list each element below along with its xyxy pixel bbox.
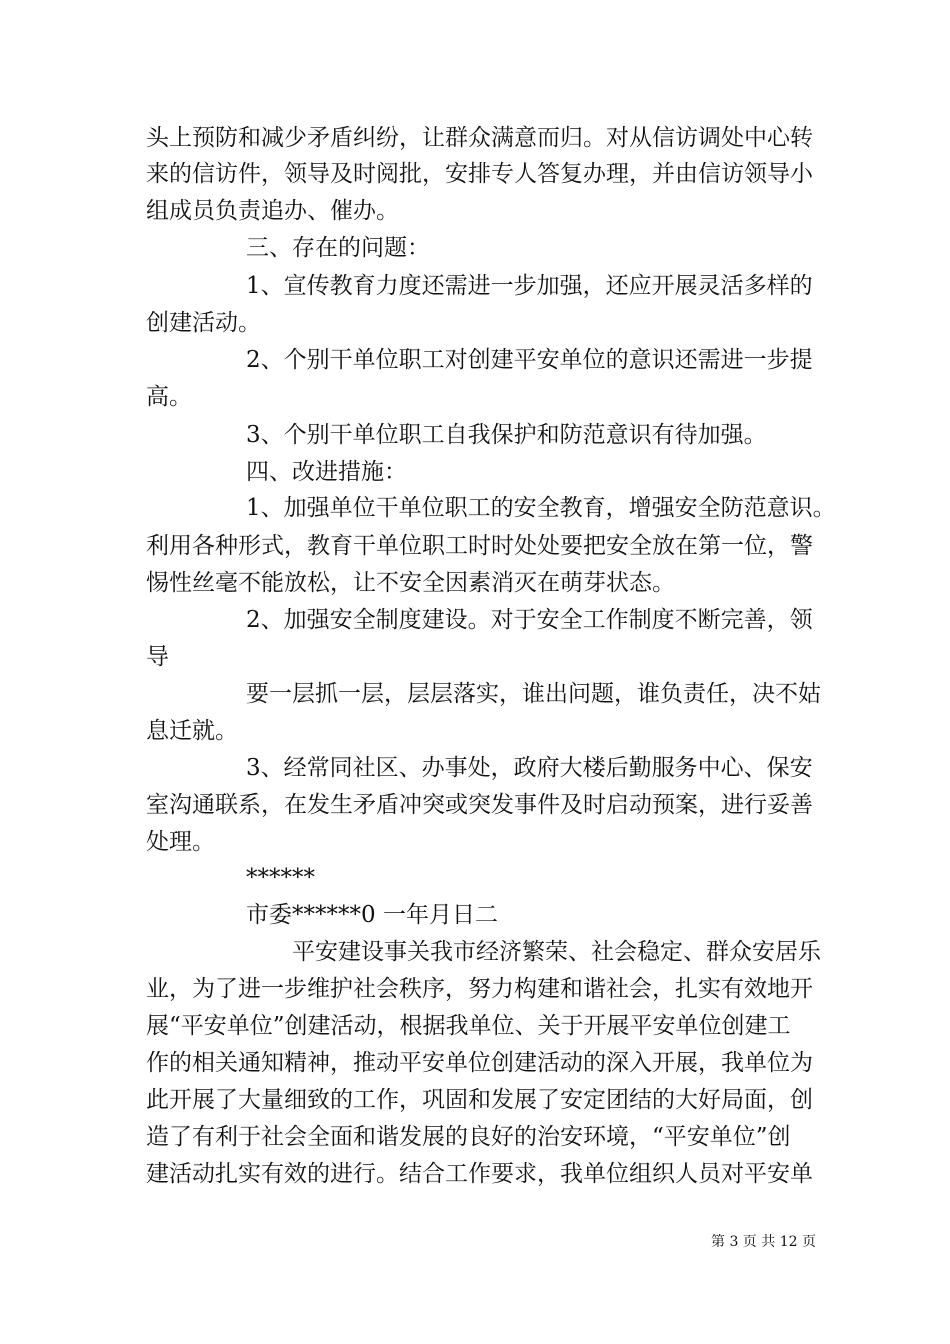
- signature-placeholder: ******: [246, 865, 315, 891]
- text-line: 1、宣传教育力度还需进一步加强，还应开展灵活多样的: [246, 273, 813, 299]
- text-line: 2、加强安全制度建设。对于安全工作制度不断完善，领: [246, 607, 813, 633]
- text-line: 此开展了大量细致的工作，巩固和发展了安定团结的大好局面，创: [146, 1087, 813, 1113]
- text-line: 3、个别干单位职工自我保护和防范意识有待加强。: [246, 422, 767, 448]
- text-line: 业，为了进一步维护社会秩序，努力构建和谐社会，扎实有效地开: [146, 976, 813, 1002]
- text-line: 创建活动。: [146, 310, 261, 336]
- signature-date-line: 市委******0 一年月日二: [246, 902, 498, 928]
- section-heading-problems: 三、存在的问题：: [246, 235, 430, 261]
- text-line: 作的相关通知精神，推动平安单位创建活动的深入开展，我单位为: [146, 1050, 813, 1076]
- text-line: 处理。: [146, 829, 215, 855]
- text-line: 惕性丝毫不能放松，让不安全因素消灭在萌芽状态。: [146, 570, 675, 596]
- text-line: 建活动扎实有效的进行。结合工作要求，我单位组织人员对平安单: [146, 1161, 813, 1187]
- text-line: 息迁就。: [146, 718, 238, 744]
- text-line: 2、个别干单位职工对创建平安单位的意识还需进一步提: [246, 347, 813, 373]
- text-line: 利用各种形式，教育干单位职工时时处处要把安全放在第一位，警: [146, 533, 813, 559]
- text-line: 来的信访件，领导及时阅批，安排专人答复办理，并由信访领导小: [146, 161, 813, 187]
- text-line: 头上预防和减少矛盾纠纷，让群众满意而归。对从信访调处中心转: [146, 125, 813, 151]
- text-line: 3、经常同社区、办事处，政府大楼后勤服务中心、保安: [246, 755, 813, 781]
- text-line: 平安建设事关我市经济繁荣、社会稳定、群众安居乐: [292, 939, 821, 965]
- text-line: 要一层抓一层，层层落实，谁出问题，谁负责任，决不姑: [246, 681, 821, 707]
- text-line: 1、加强单位干单位职工的安全教育，增强安全防范意识。: [246, 495, 836, 521]
- text-line: 室沟通联系，在发生矛盾冲突或突发事件及时启动预案，进行妥善: [146, 792, 813, 818]
- text-line: 高。: [146, 384, 192, 410]
- text-line: 造了有利于社会全面和谐发展的良好的治安环境，“平安单位”创: [146, 1124, 791, 1150]
- text-line: 导: [146, 644, 169, 670]
- page-number-footer: 第 3 页 共 12 页: [711, 1234, 816, 1250]
- text-line: 展“平安单位”创建活动，根据我单位、关于开展平安单位创建工: [146, 1013, 791, 1039]
- text-line: 组成员负责追办、催办。: [146, 198, 399, 224]
- section-heading-measures: 四、改进措施：: [246, 459, 407, 485]
